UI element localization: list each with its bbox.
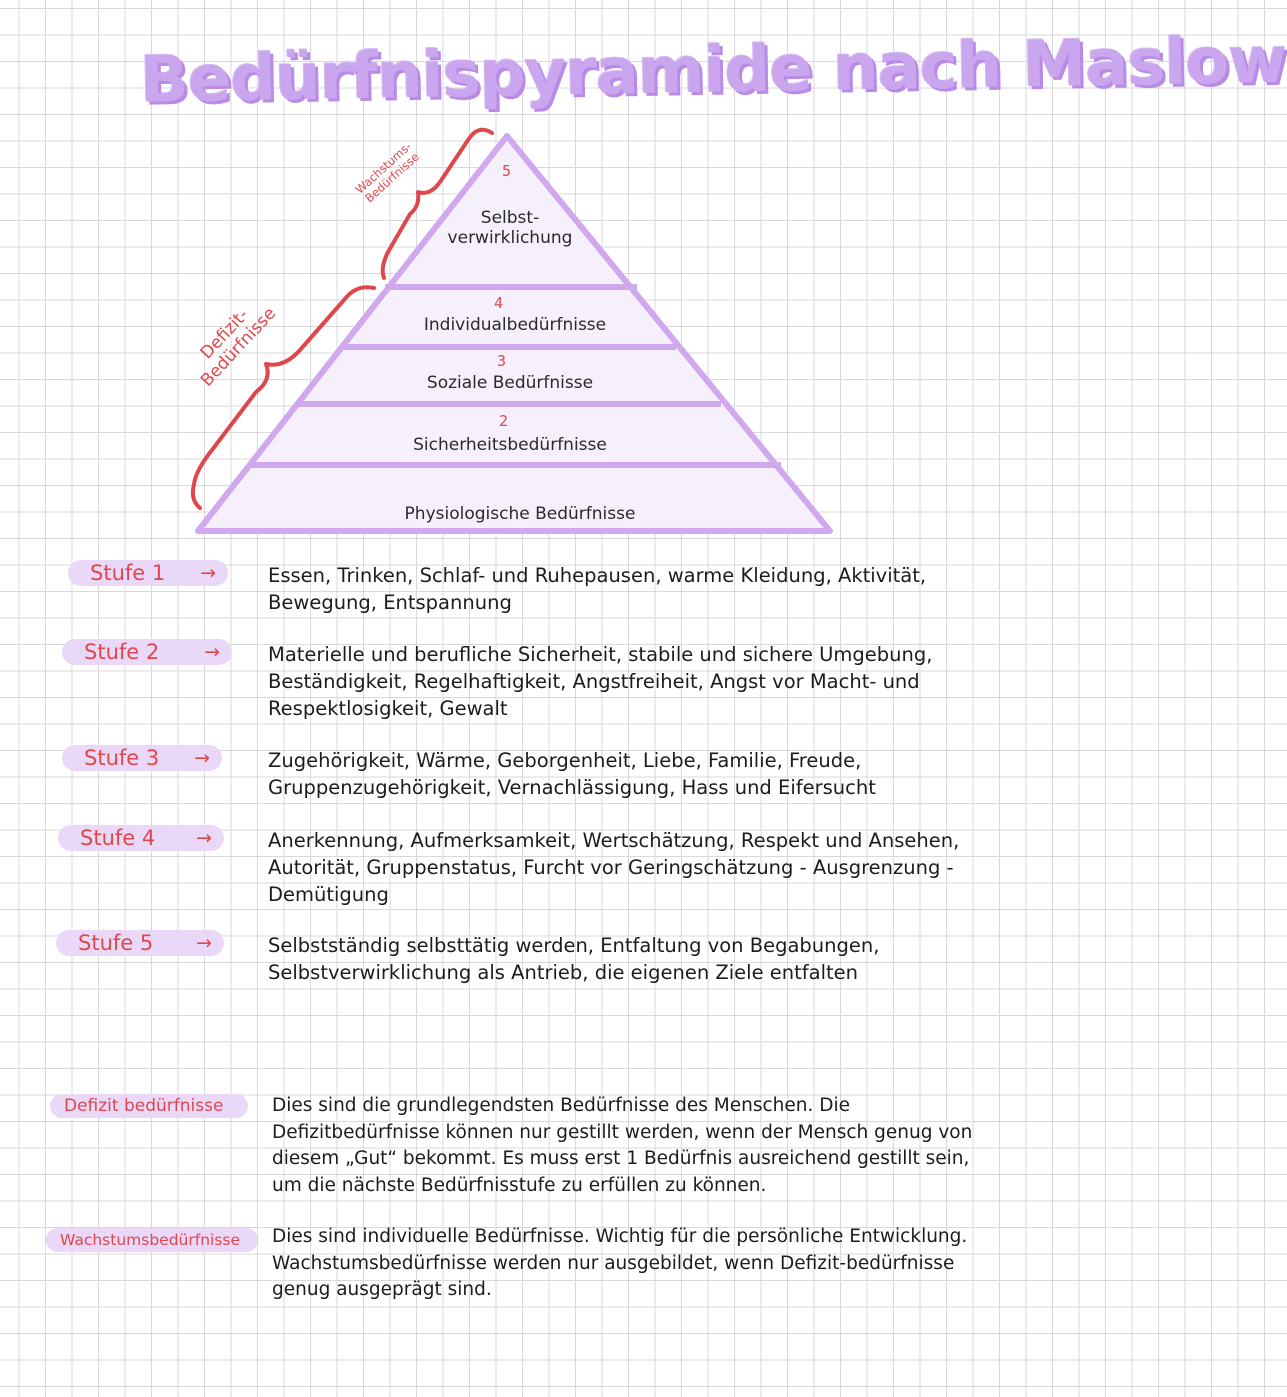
tier-4-number: 4 xyxy=(494,294,504,312)
level-1-label: Stufe 1 xyxy=(90,561,166,585)
page-title: Bedürfnispyramide nach Maslow xyxy=(139,23,1287,118)
level-5-label: Stufe 5 xyxy=(78,931,154,955)
tier-2-label: Sicherheitsbedürfnisse xyxy=(413,435,607,455)
arrow-right-icon: → xyxy=(196,827,212,849)
definition-deficit-term: Defizit bedürfnisse xyxy=(50,1094,248,1118)
tier-3-number: 3 xyxy=(497,352,507,370)
level-3-text: Zugehörigkeit, Wärme, Geborgenheit, Liebe, Familie, Freude, Gruppenzugehörigkeit, Vernachlässigung, Hass und Eifersucht xyxy=(268,749,876,799)
pyramid-diagram xyxy=(0,0,1287,560)
level-2-text: Materielle und berufliche Sicherheit, stabile und sichere Umgebung, Beständigkeit, Regelhaftigkeit, Angstfreiheit, Angst vor Macht- und Respektlosigkeit, Gewalt xyxy=(268,643,933,720)
tier-2-number: 2 xyxy=(499,412,509,430)
definition-deficit-text: Dies sind die grundlegendsten Bedürfnisse des Menschen. Die Defizitbedürfnisse können nur gestillt werden, wenn der Mensch genug von diesem „Gut“ bekommt. Es muss erst 1 Bedürfnis ausreichend gestillt sein, um die nächste Bedürfnisstufe zu erfüllen zu können. xyxy=(272,1095,973,1196)
level-1-pill xyxy=(68,560,228,586)
arrow-right-icon: → xyxy=(204,641,220,663)
level-1-text: Essen, Trinken, Schlaf- und Ruhepausen, warme Kleidung, Aktivität, Bewegung, Entspannung xyxy=(268,564,927,614)
brace-deficit-label: Defizit- Bedürfnisse xyxy=(196,303,281,391)
level-5-pill xyxy=(56,930,224,956)
tier-5-label: Selbst- verwirklichung xyxy=(447,208,573,248)
tier-3-label: Soziale Bedürfnisse xyxy=(426,373,594,393)
definition-growth-term: Wachstumsbedürfnisse xyxy=(46,1228,258,1252)
arrow-right-icon: → xyxy=(194,747,210,769)
brace-growth-label: Wachstums- Bedürfnisse xyxy=(352,139,422,206)
level-4-text: Anerkennung, Aufmerksamkeit, Wertschätzung, Respekt und Ansehen, Autorität, Gruppenstatus, Furcht vor Geringschätzung - Ausgrenzung - Demütigung xyxy=(268,829,960,906)
level-4-label: Stufe 4 xyxy=(80,826,156,850)
level-4-pill xyxy=(58,825,224,851)
tier-1-label: Physiologische Bedürfnisse xyxy=(404,504,636,524)
tier-5-number: 5 xyxy=(502,162,512,180)
level-5-text: Selbstständig selbsttätig werden, Entfaltung von Begabungen, Selbstverwirklichung als Antrieb, die eigenen Ziele entfalten xyxy=(268,934,880,984)
definition-growth-text: Dies sind individuelle Bedürfnisse. Wichtig für die persönliche Entwicklung. Wachstumsbedürfnisse werden nur ausgebildet, wenn Defizit-bedürfnisse genug ausgeprägt sind. xyxy=(272,1226,968,1300)
arrow-right-icon: → xyxy=(196,932,212,954)
level-3-pill xyxy=(62,745,222,771)
arrow-right-icon: → xyxy=(200,562,216,584)
level-3-label: Stufe 3 xyxy=(84,746,160,770)
level-2-label: Stufe 2 xyxy=(84,640,160,664)
tier-4-label: Individualbedürfnisse xyxy=(423,315,607,335)
level-2-pill xyxy=(62,639,232,665)
